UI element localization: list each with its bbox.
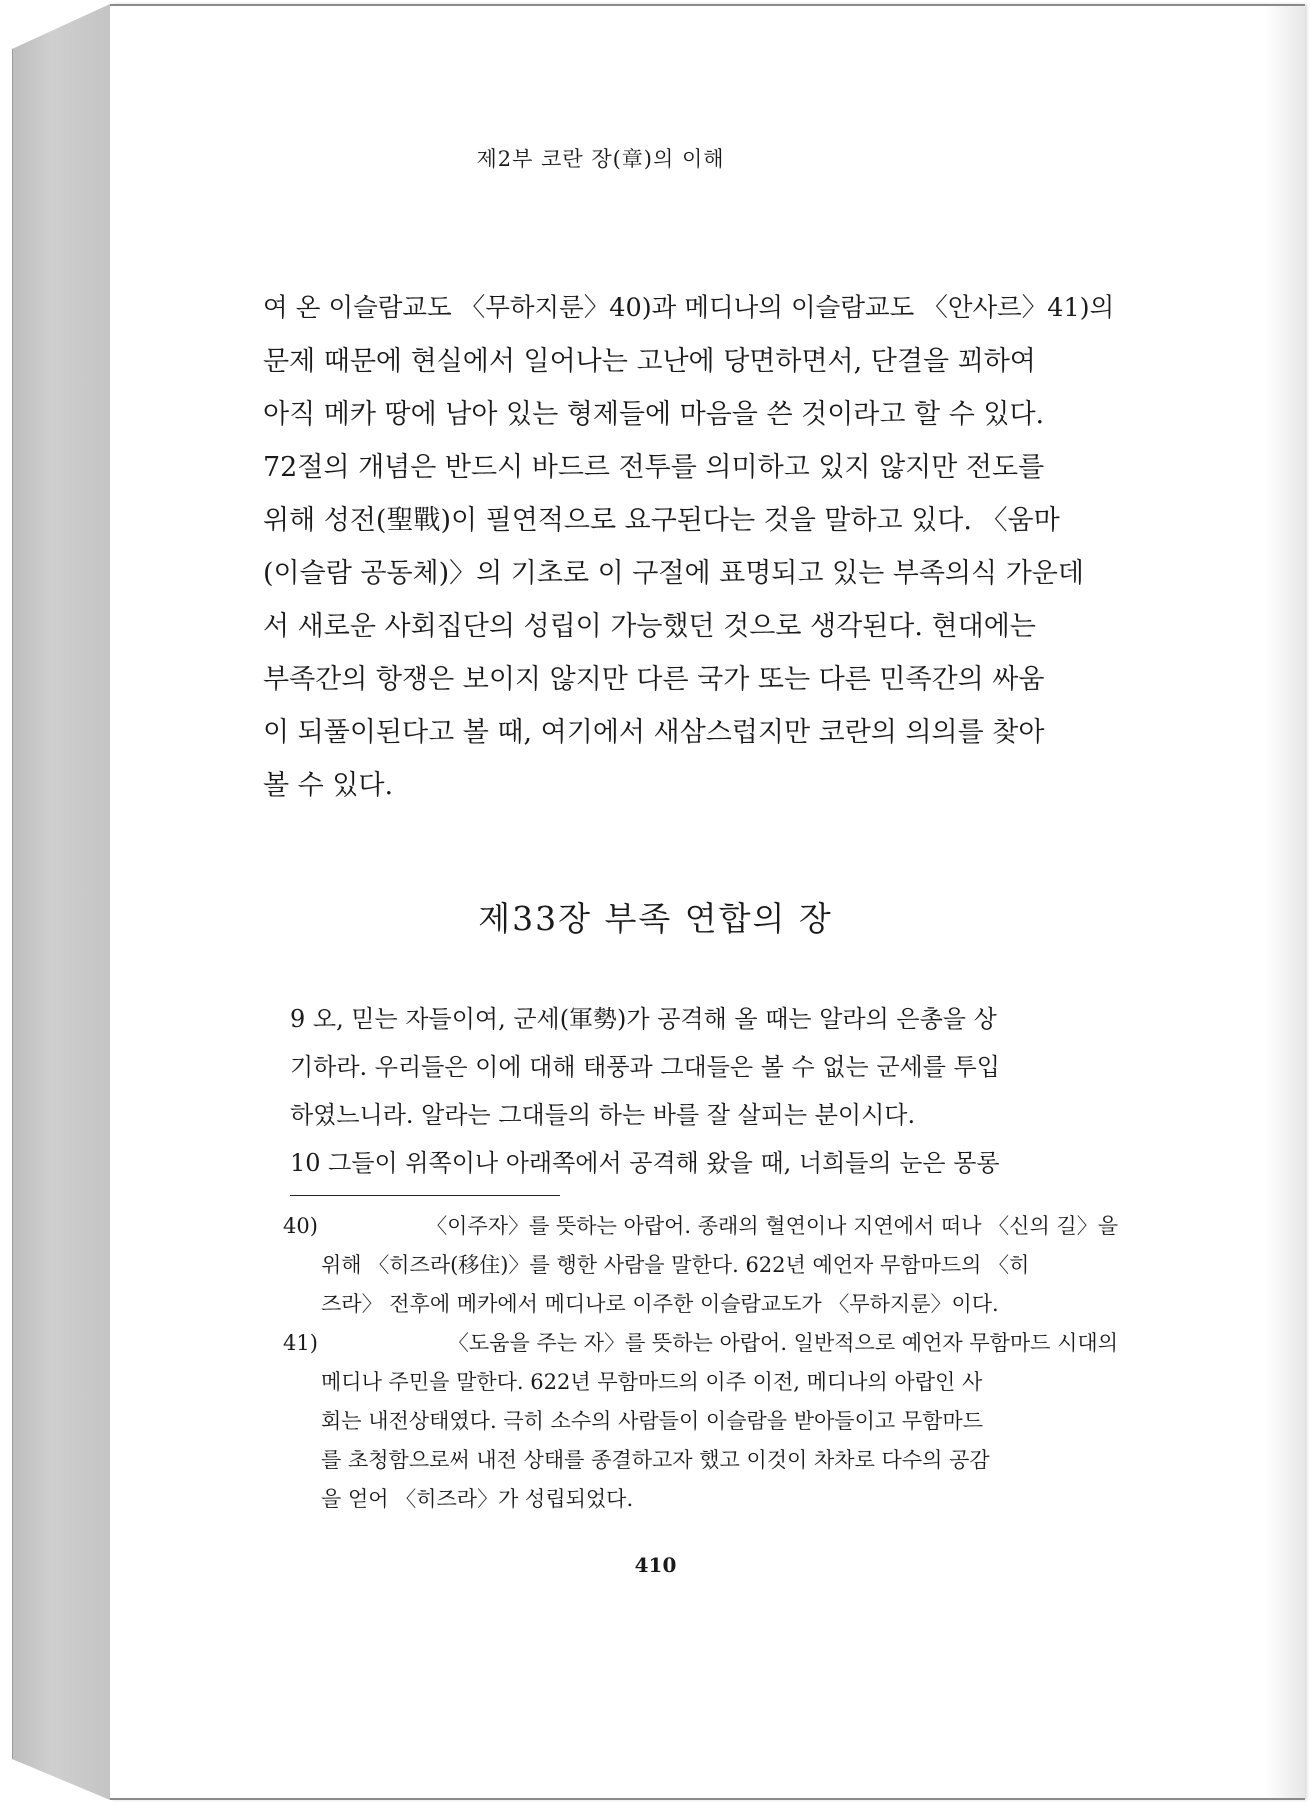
body-line: 여 온 이슬람교도 〈무하지룬〉40)과 메디나의 이슬람교도 〈안사르〉41)의: [263, 293, 1115, 323]
body-line: (이슬람 공동체)〉의 기초로 이 구절에 표명되고 있는 부족의식 가운데: [263, 558, 1084, 589]
body-line: 72절의 개념은 반드시 바드르 전투를 의미하고 있지 않지만 전도를: [263, 452, 1045, 483]
footnote-number: 40): [283, 1214, 318, 1238]
footnote-41-line: 회는 내전상태였다. 극히 소수의 사람들이 이슬람을 받아들이고 무함마드: [321, 1409, 983, 1433]
footnote-41-line: 을 얻어 〈히즈라〉가 성립되었다.: [321, 1487, 634, 1511]
footnotes: [283, 1207, 1118, 1519]
verse-line: 하였느니라. 알라는 그대들의 하는 바를 잘 살피는 분이시다.: [290, 1101, 916, 1129]
footnote-40-line: [283, 1207, 1118, 1246]
footnote-number: 41): [283, 1331, 318, 1355]
body-line: 이 되풀이된다고 볼 때, 여기에서 새삼스럽지만 코란의 의의를 찾아: [263, 717, 1045, 748]
page-number: 410: [634, 1553, 677, 1577]
body-line: 서 새로운 사회집단의 성립이 가능했던 것으로 생각된다. 현대에는: [263, 611, 1036, 642]
body-line: 위해 성전(聖戰)이 필연적으로 요구된다는 것을 말하고 있다. 〈움마: [263, 505, 1060, 536]
verse-line: 기하라. 우리들은 이에 대해 태풍과 그대들은 볼 수 없는 군세를 투입: [290, 1053, 1000, 1081]
footnote-40-line: 즈라〉 전후에 메카에서 메디나로 이주한 이슬람교도가 〈무하지룬〉이다.: [321, 1292, 999, 1316]
footnote-41-line: 메디나 주민을 말한다. 622년 무함마드의 이주 이전, 메디나의 아랍인 사: [321, 1370, 983, 1394]
body-paragraph: [263, 282, 1123, 812]
running-head-text: 제2부 코란 장(章)의 이해: [476, 147, 725, 171]
body-line: 문제 때문에 현실에서 일어나는 고난에 당면하면서, 단결을 꾀하여: [263, 346, 1036, 377]
footnote-divider: [290, 1195, 560, 1196]
body-line: 아직 메카 땅에 남아 있는 형제들에 마음을 쓴 것이라고 할 수 있다.: [263, 399, 1045, 430]
footnote-41-line: 를 초청함으로써 내전 상태를 종결하고자 했고 이것이 차차로 다수의 공감: [321, 1448, 990, 1472]
verse-line: 10 그들이 위쪽이나 아래쪽에서 공격해 왔을 때, 너희들의 눈은 몽롱: [290, 1149, 1000, 1177]
footnote-41-line: [283, 1324, 1118, 1363]
verse-line: 9 오, 믿는 자들이여, 군세(軍勢)가 공격해 올 때는 알라의 은총을 상: [290, 1005, 997, 1033]
body-line: 부족간의 항쟁은 보이지 않지만 다른 국가 또는 다른 민족간의 싸움: [263, 664, 1045, 695]
chapter-title: 제33장 부족 연합의 장: [478, 899, 833, 938]
footnote-text: 〈이주자〉를 뜻하는 아랍어. 종래의 혈연이나 지연에서 떠나 〈신의 길〉을: [426, 1214, 1118, 1238]
footnote-text: 〈도움을 주는 자〉를 뜻하는 아랍어. 일반적으로 예언자 무함마드 시대의: [447, 1331, 1118, 1355]
verse-block: [290, 995, 1095, 1187]
running-head: [0, 143, 1201, 173]
body-line: 볼 수 있다.: [263, 770, 394, 801]
footnote-40-line: 위해 〈히즈라(移住)〉를 행한 사람을 말한다. 622년 예언자 무함마드의 〈히: [321, 1253, 1030, 1277]
